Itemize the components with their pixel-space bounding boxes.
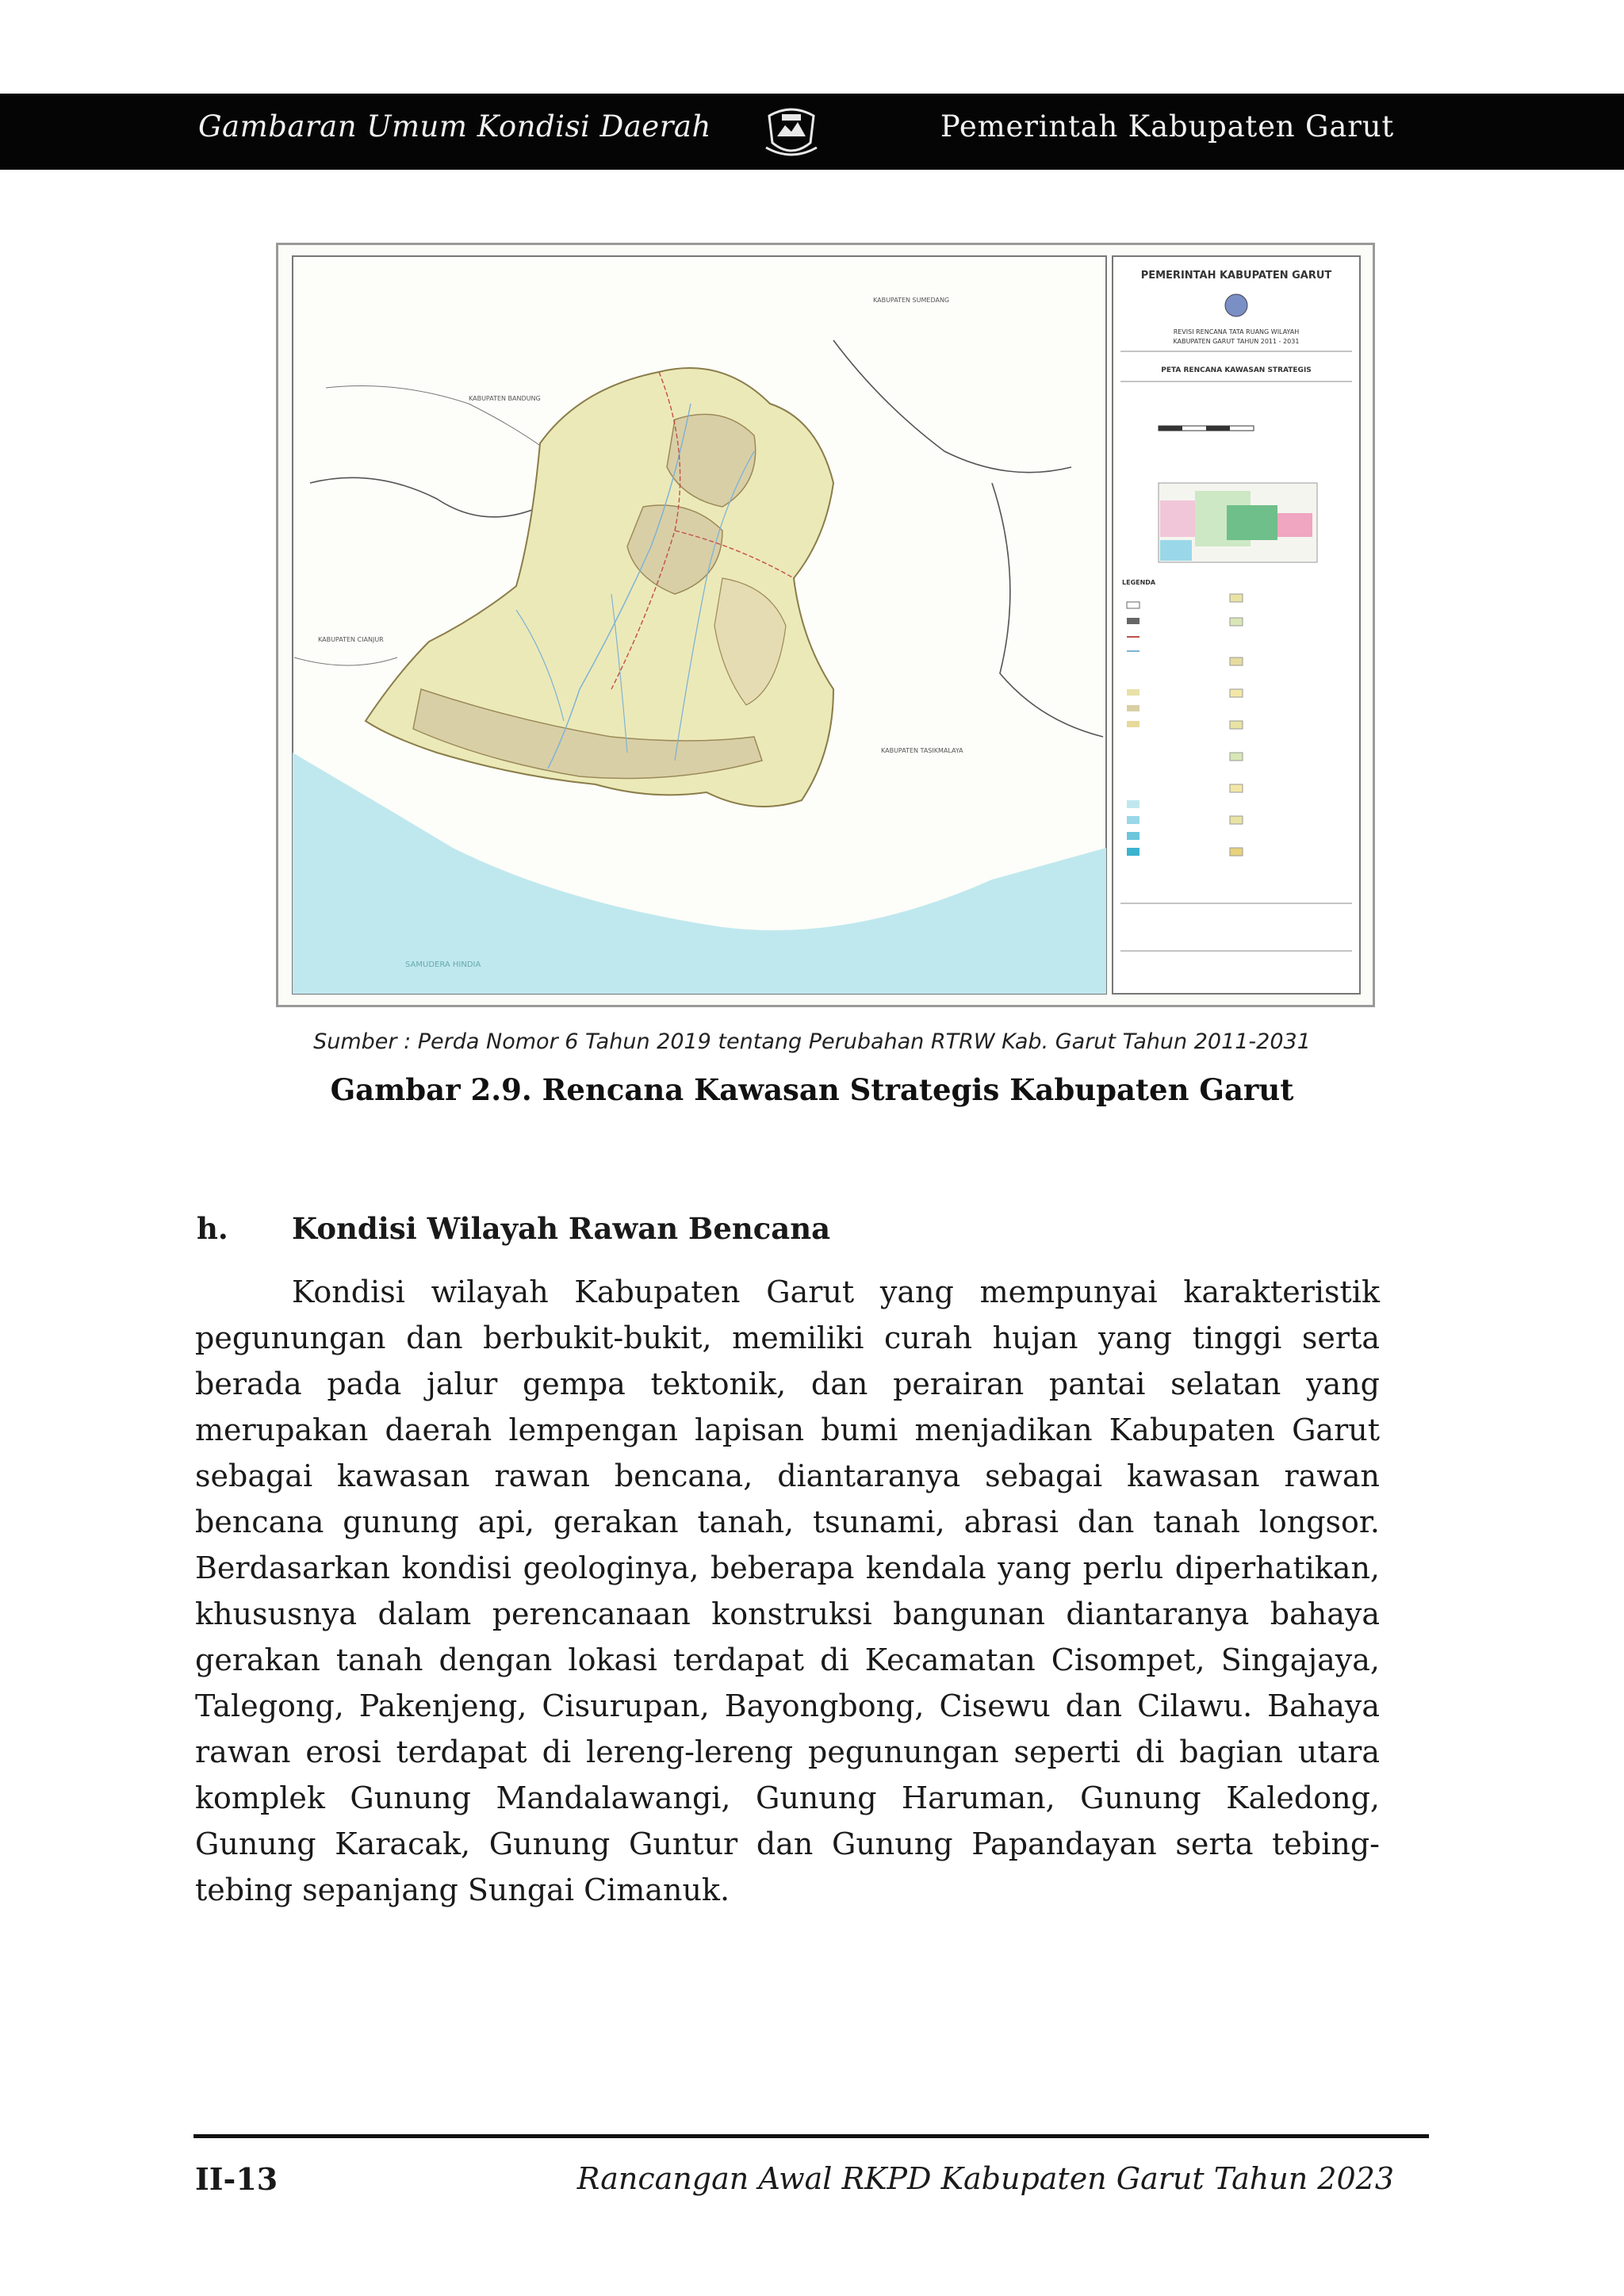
region-label: KABUPATEN BANDUNG [469, 395, 541, 402]
sea-label: SAMUDERA HINDIA [405, 960, 481, 969]
region-label: KABUPATEN SUMEDANG [873, 297, 950, 304]
map-canvas [278, 245, 1373, 1005]
header-chapter-title: Gambaran Umum Kondisi Daerah [198, 109, 711, 144]
body-paragraph: Kondisi wilayah Kabupaten Garut yang mempunyai karakteristik pegunungan dan berbukit-bukit, memiliki curah hujan yang tinggi serta berada pada jalur gempa tektonik, dan perairan pantai selatan yang merupakan daerah lempengan lapisan bumi menjadikan Kabupaten Garut sebagai kawasan rawan bencana, diantaranya sebagai kawasan rawan bencana gunung api, gerakan tanah, tsunami, abrasi dan tanah longsor. Berdasarkan kondisi geologinya, beberapa kendala yang perlu diperhatikan, khususnya dalam perencanaan konstruksi bangunan diantaranya bahaya gerakan tanah dengan lokasi terdapat di Kecamatan Cisompet, Singajaya, Talegong, Pakenjeng, Cisurupan, Bayongbong, Cisewu dan Cilawu. Bahaya rawan erosi terdapat di lereng-lereng pegunungan seperti di bagian utara komplek Gunung Mandalawangi, Gunung Haruman, Gunung Kaledong, Gunung Karacak, Gunung Guntur dan Gunung Papandayan serta tebing-tebing sepanjang Sungai Cimanuk. [195, 1274, 1380, 1907]
region-label: KABUPATEN TASIKMALAYA [881, 747, 963, 754]
map-title-line: REVISI RENCANA TATA RUANG WILAYAH [1173, 328, 1300, 335]
garut-emblem-icon [761, 102, 822, 162]
region-label: KABUPATEN CIANJUR [318, 636, 384, 643]
map-title-line: PEMERINTAH KABUPATEN GARUT [1140, 270, 1332, 282]
section-letter: h. [197, 1211, 228, 1246]
figure-source: Sumber : Perda Nomor 6 Tahun 2019 tentang Perubahan RTRW Kab. Garut Tahun 2011-2031 [313, 1029, 1311, 1054]
legend-heading: LEGENDA [1122, 579, 1156, 586]
garut-emblem-icon [1225, 294, 1247, 316]
figure-title: Gambar 2.9. Rencana Kawasan Strategis Kabupaten Garut [330, 1072, 1294, 1107]
section-title: Kondisi Wilayah Rawan Bencana [292, 1211, 831, 1246]
map-title-line: KABUPATEN GARUT TAHUN 2011 - 2031 [1173, 338, 1300, 345]
page-number: II-13 [195, 2161, 278, 2197]
header-institution: Pemerintah Kabupaten Garut [940, 109, 1394, 144]
footer-rule [193, 2134, 1429, 2138]
strategic-area-map [276, 243, 1375, 1007]
footer-document-title: Rancangan Awal RKPD Kabupaten Garut Tahun 2023 [576, 2161, 1394, 2196]
page-header [0, 94, 1624, 170]
map-title-line: PETA RENCANA KAWASAN STRATEGIS [1161, 366, 1312, 374]
